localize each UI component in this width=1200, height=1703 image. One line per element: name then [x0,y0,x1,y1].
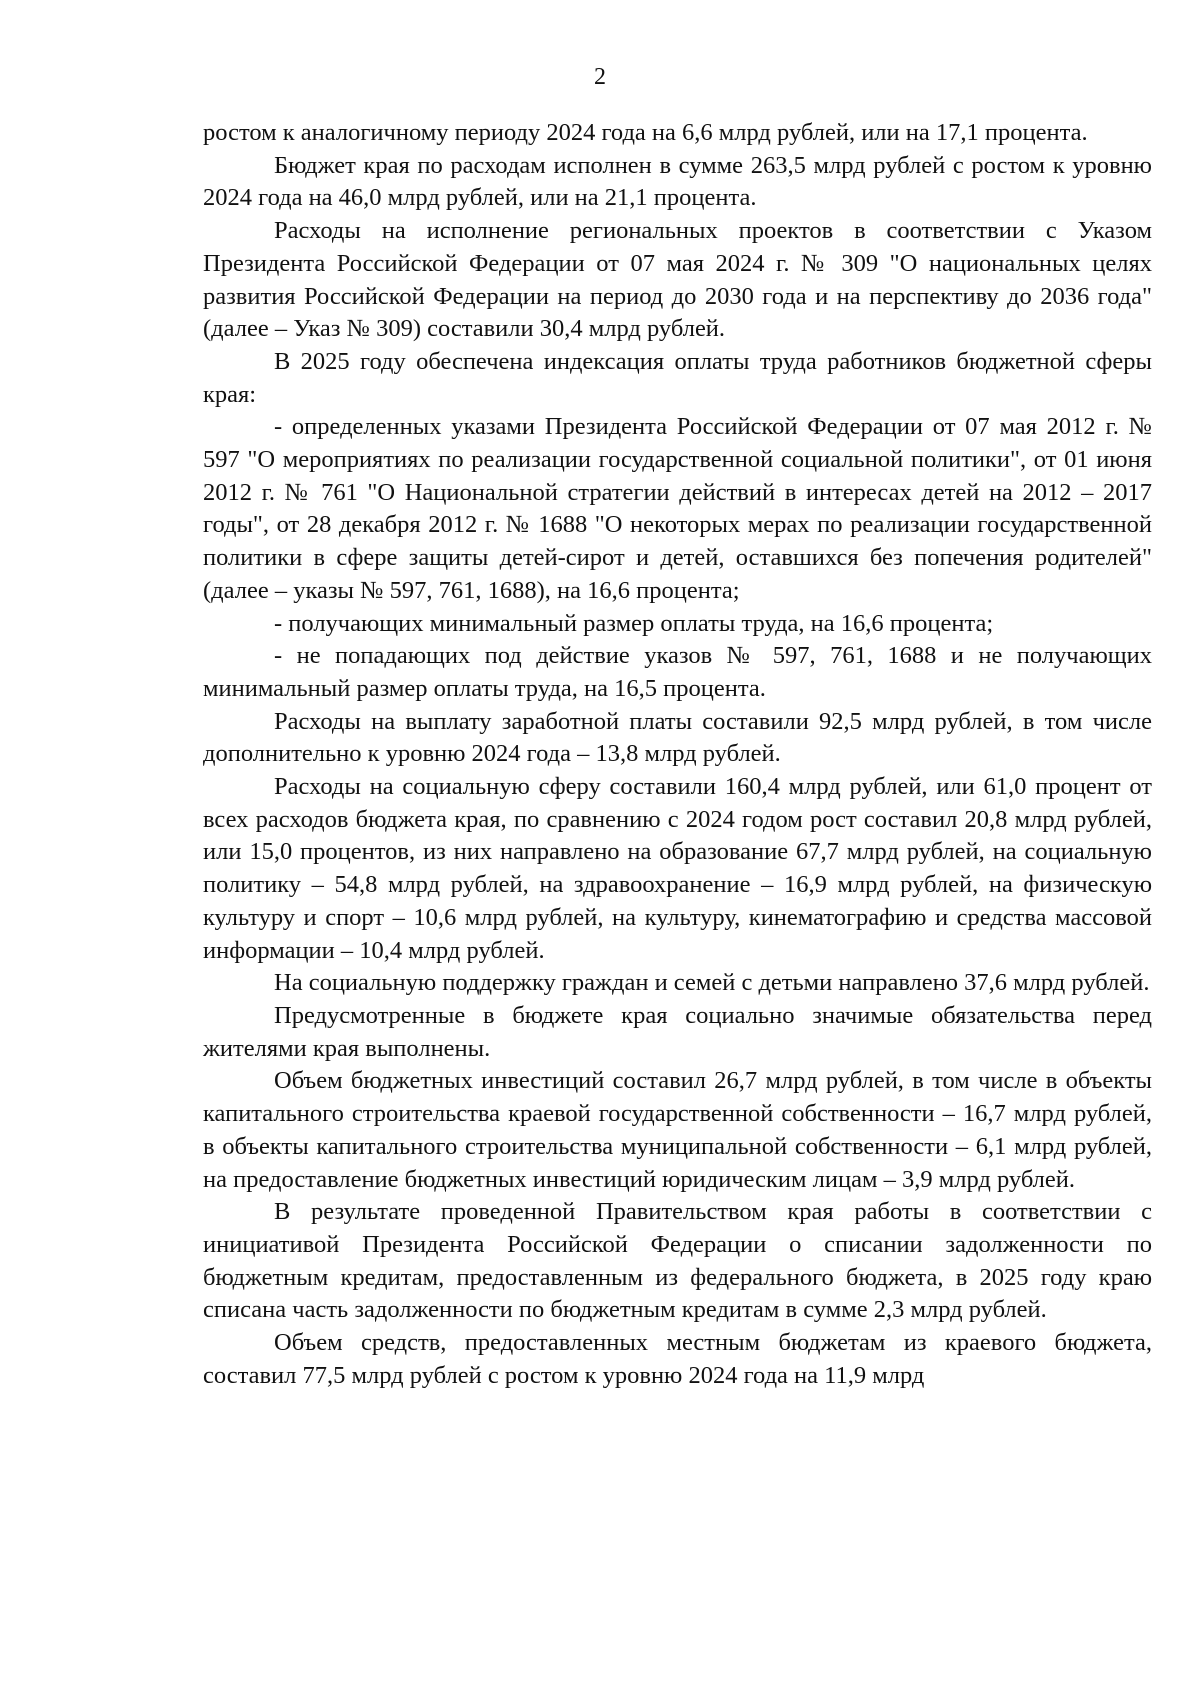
paragraph-obligations: Предусмотренные в бюджете края социально значимые обязательства перед жителями края выполнены. [203,1001,1152,1062]
paragraph-social-sphere: Расходы на социальную сферу составили 160,4 млрд рублей, или 61,0 процент от всех расходов бюджета края, по сравнению с 2024 годом рост составил 20,8 млрд рублей, или 15,0 процентов, из них направлено на образование 67,7 млрд рублей, на социальную политику – 54,8 млрд рублей, на здравоохранение – 16,9 млрд рублей, на физическую культуру и спорт – 10,6 млрд рублей, на культуру, кинематографию и средства массовой информации – 10,4 млрд рублей. [203,773,1152,964]
paragraph-wage-indexation: В 2025 году обеспечена индексация оплаты труда работников бюджетной сферы края: [203,347,1152,408]
list-item-decrees: - определенных указами Президента Российской Федерации от 07 мая 2012 г. № 597 "О мероприятиях по реализации государственной социальной политики", от 01 июня 2012 г. № 761 "О Национальной стратегии действий в интересах детей на 2012 – 2017 годы", от 28 декабря 2012 г. № 1688 "О некоторых мерах по реализации государственной политики в сфере защиты детей-сирот и детей, оставшихся без попечения родителей" (далее – указы № 597, 761, 1688), на 16,6 процента; [203,413,1152,604]
paragraph-local-budgets: Объем средств, предоставленных местным бюджетам из краевого бюджета, составил 77,5 млрд рублей с ростом к уровню 2024 года на 11,9 млрд [203,1329,1152,1389]
paragraph-wage-expenses: Расходы на выплату заработной платы составили 92,5 млрд рублей, в том числе дополнительно к уровню 2024 года – 13,8 млрд рублей. [203,707,1152,768]
list-item-other-workers: - не попадающих под действие указов № 597, 761, 1688 и не получающих минимальный размер оплаты труда, на 16,5 процента. [203,642,1152,702]
paragraph-investments: Объем бюджетных инвестиций составил 26,7 млрд рублей, в том числе в объекты капитального строительства краевой государственной собственности – 16,7 млрд рублей, в объекты капитального строительства муниципальной собственности – 6,1 млрд рублей, на предоставление бюджетных инвестиций юридическим лицам – 3,9 млрд рублей. [203,1067,1152,1193]
paragraph-regional-projects: Расходы на исполнение региональных проектов в соответствии с Указом Президента Российской Федерации от 07 мая 2024 г. № 309 "О национальных целях развития Российской Федерации на период до 2030 года и на перспективу до 2036 года" (далее – Указ № 309) составили 30,4 млрд рублей. [203,217,1152,343]
document-body [203,117,1152,1392]
paragraph-debt-writeoff: В результате проведенной Правительством края работы в соответствии с инициативой Президента Российской Федерации о списании задолженности по бюджетным кредитам, предоставленным из федерального бюджета, в 2025 году краю списана часть задолженности по бюджетным кредитам в сумме 2,3 млрд рублей. [203,1198,1152,1324]
paragraph-continuation: ростом к аналогичному периоду 2024 года на 6,6 млрд рублей, или на 17,1 процента. [203,119,1088,146]
paragraph-budget-expenses: Бюджет края по расходам исполнен в сумме 263,5 млрд рублей с ростом к уровню 2024 года на 46,0 млрд рублей, или на 21,1 процента. [203,151,1152,212]
page-number: 2 [594,64,606,90]
paragraph-social-support: На социальную поддержку граждан и семей с детьми направлено 37,6 млрд рублей. [274,969,1150,997]
list-item-minimum-wage: - получающих минимальный размер оплаты труда, на 16,6 процента; [274,609,994,637]
